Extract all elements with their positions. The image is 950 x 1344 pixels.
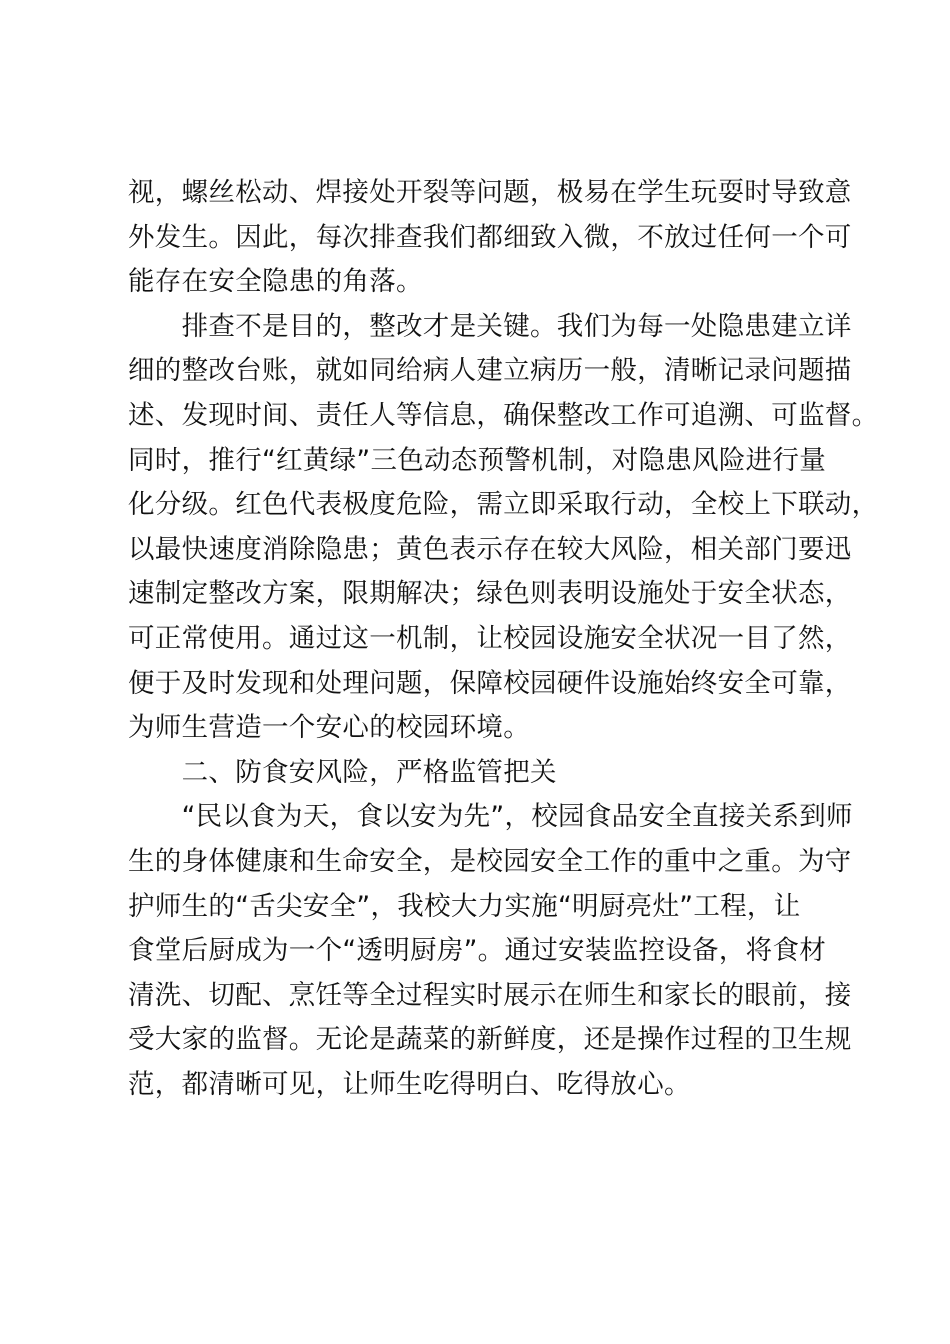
section-heading — [128, 751, 854, 796]
text-line: 生的身体健康和生命安全，是校园安全工作的重中之重。为守 — [128, 845, 852, 877]
text-line: 便于及时发现和处理问题，保障校园硬件设施始终安全可靠， — [128, 667, 852, 699]
text-line: 食堂后厨成为一个“透明厨房”。通过安装监控设备，将食材 — [128, 935, 827, 967]
text-line: 受大家的监督。无论是蔬菜的新鲜度，还是操作过程的卫生规 — [128, 1024, 852, 1056]
text-line: 为师生营造一个安心的校园环境。 — [128, 712, 530, 744]
text-line: 细的整改台账，就如同给病人建立病历一般，清晰记录问题描 — [128, 355, 852, 387]
text-line: 述、发现时间、责任人等信息，确保整改工作可追溯、可监督。 — [128, 399, 879, 431]
document-body — [128, 171, 879, 1107]
heading-line: 二、防食安风险，严格监管把关 — [128, 756, 557, 788]
text-line: 范，都清晰可见，让师生吃得明白、吃得放心。 — [128, 1068, 691, 1100]
text-line: 速制定整改方案，限期解决；绿色则表明设施处于安全状态， — [128, 578, 852, 610]
text-line: “民以食为天，食以安为先”，校园食品安全直接关系到师 — [128, 801, 853, 833]
text-line: 以最快速度消除隐患；黄色表示存在较大风险，相关部门要迅 — [128, 533, 852, 565]
text-line: 可正常使用。通过这一机制，让校园设施安全状况一目了然， — [128, 622, 852, 654]
paragraph-continuation — [128, 171, 854, 305]
text-line: 能存在安全隐患的角落。 — [128, 266, 423, 298]
paragraph-food-safety — [128, 795, 854, 1107]
text-line: 清洗、切配、烹饪等全过程实时展示在师生和家长的眼前，接 — [128, 979, 852, 1011]
text-line: 护师生的“舌尖安全”，我校大力实施“明厨亮灶”工程，让 — [128, 890, 801, 922]
paragraph-rectification — [128, 305, 879, 751]
text-line: 化分级。红色代表极度危险，需立即采取行动，全校上下联动， — [128, 489, 879, 521]
text-line: 排查不是目的，整改才是关键。我们为每一处隐患建立详 — [128, 310, 852, 342]
text-line: 同时，推行“红黄绿”三色动态预警机制，对隐患风险进行量 — [128, 444, 827, 476]
text-line: 外发生。因此，每次排查我们都细致入微，不放过任何一个可 — [128, 221, 852, 253]
text-line: 视，螺丝松动、焊接处开裂等问题，极易在学生玩耍时导致意 — [128, 177, 852, 208]
